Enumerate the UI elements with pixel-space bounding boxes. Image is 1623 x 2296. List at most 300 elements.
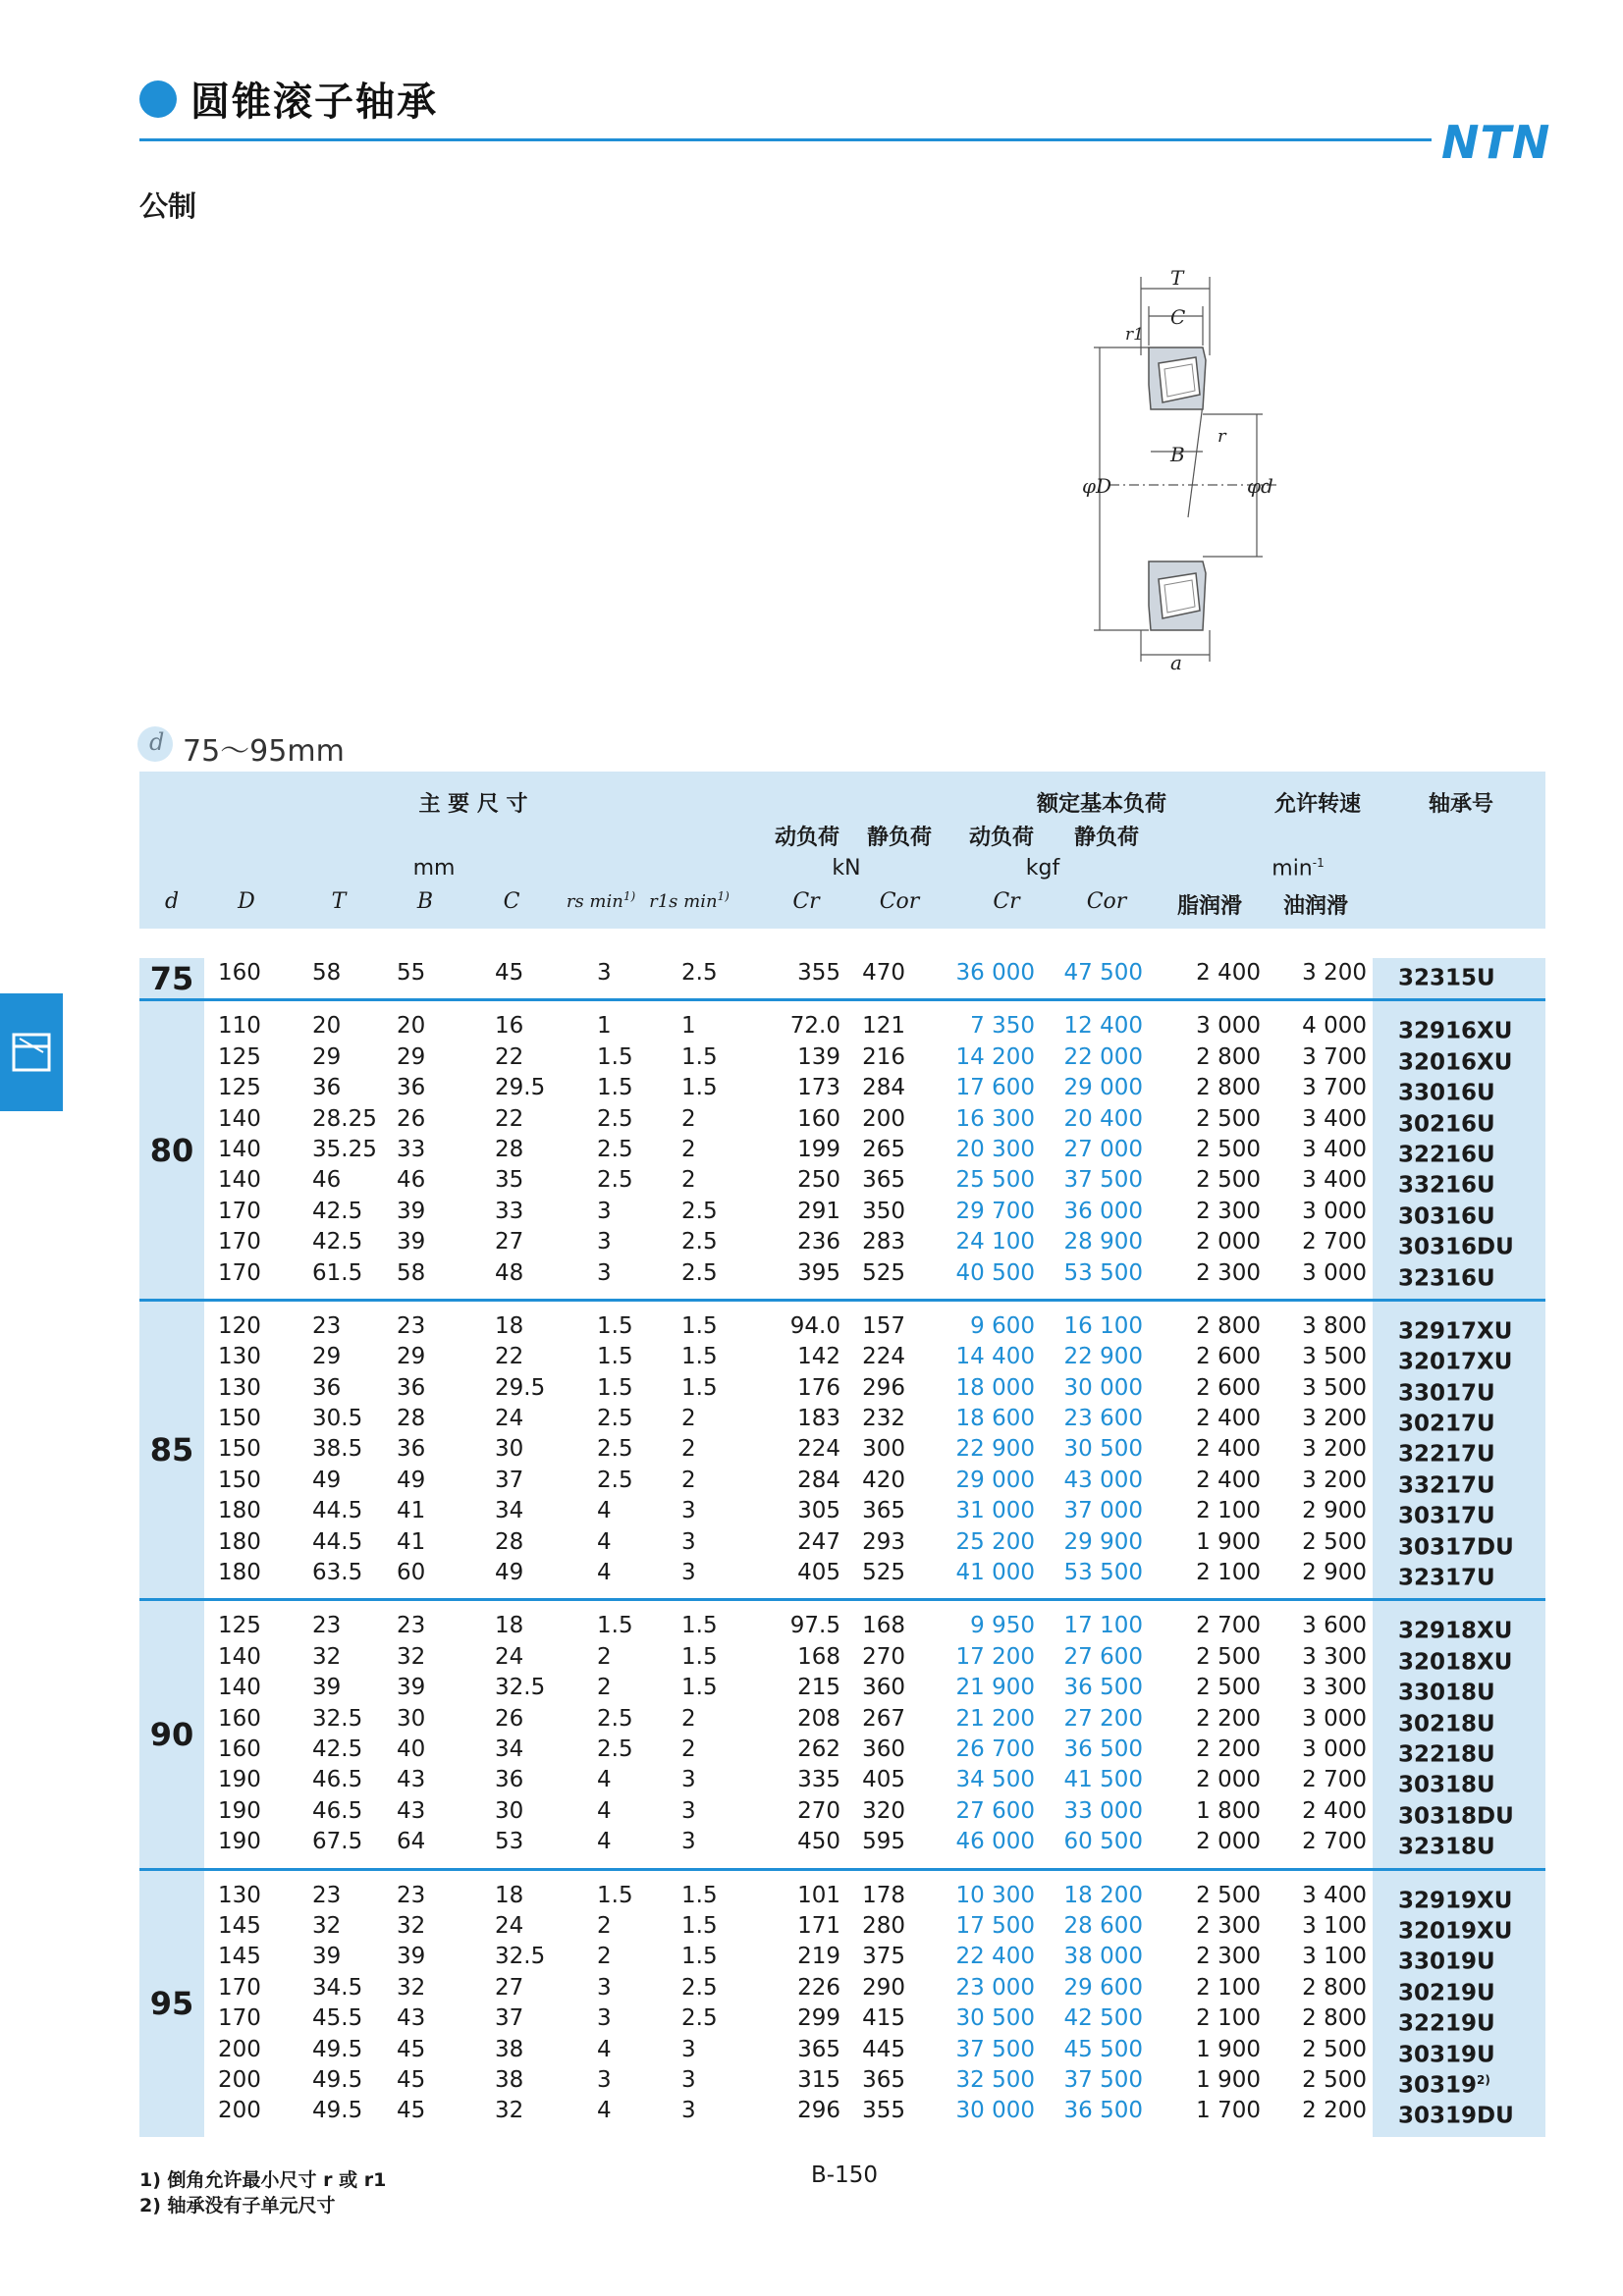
table-cell [1023, 1434, 1143, 1465]
table-cell [1269, 1881, 1367, 1911]
cell-value: 32016XU [1398, 1049, 1513, 1076]
table-cell [837, 1042, 905, 1073]
table-cell [925, 1704, 1035, 1735]
cell-value: 2 [597, 1643, 612, 1670]
cell-value: 420 [862, 1467, 905, 1493]
bore-group-75 [139, 958, 1545, 1001]
cell-value: 1.5 [681, 1312, 718, 1339]
table-cell [1161, 2035, 1261, 2065]
table-cell [754, 1011, 840, 1041]
cell-value: 17 600 [955, 1075, 1035, 1101]
cell-value: 3 [681, 2036, 696, 2062]
table-cell [495, 1258, 554, 1289]
table-cell [1023, 1466, 1143, 1496]
cell-value: 2 [597, 1944, 612, 1970]
table-cell [1161, 1527, 1261, 1558]
table-cell [397, 1165, 456, 1196]
table-cell [397, 2003, 456, 2034]
table-cell [837, 1373, 905, 1404]
diagram-label-outer-d: φD [1082, 474, 1112, 498]
table-cell [597, 1881, 646, 1911]
cell-value: 140 [218, 1643, 261, 1670]
cell-value: 1 900 [1196, 2036, 1261, 2062]
cell-value: 300 [862, 1436, 905, 1463]
header-static-kn: 静负荷 [866, 826, 932, 850]
table-row [139, 1827, 1545, 1860]
cell-value: 27 200 [1063, 1705, 1143, 1732]
table-cell [1269, 1735, 1367, 1765]
cell-value: 33 [397, 1136, 426, 1162]
cell-value: 30 000 [955, 2098, 1035, 2124]
cell-value: 37 500 [1063, 2066, 1143, 2093]
cell-value: 40 500 [955, 1259, 1035, 1286]
table-cell [1269, 958, 1367, 988]
cell-value: 45 [397, 2098, 426, 2124]
table-row [139, 1434, 1545, 1468]
table-row [139, 1704, 1545, 1735]
cell-value: 32317U [1398, 1565, 1495, 1591]
table-cell [681, 1073, 730, 1103]
cell-value: 36 [397, 1436, 426, 1463]
cell-value: 27 000 [1063, 1136, 1143, 1162]
table-cell [312, 1735, 381, 1765]
table-cell [1023, 1011, 1143, 1041]
table-cell [754, 1881, 840, 1911]
cell-value: 40 [397, 1735, 426, 1762]
table-cell [312, 2003, 381, 2034]
cell-value: 49 [397, 1467, 426, 1493]
cell-value: 67.5 [312, 1829, 363, 1855]
table-cell [1161, 1611, 1261, 1641]
header-col-cr: Cr [792, 889, 820, 914]
table-cell [681, 958, 730, 988]
table-cell [837, 1165, 905, 1196]
table-cell [312, 1104, 381, 1135]
cell-value: 170 [218, 1229, 261, 1255]
cell-value: 26 700 [955, 1735, 1035, 1762]
table-cell [1161, 1973, 1261, 2003]
cell-value: 1 700 [1196, 2098, 1261, 2124]
cell-value: 41 [397, 1498, 426, 1524]
cell-value: 32218U [1398, 1741, 1495, 1768]
cell-value: 3 700 [1302, 1075, 1367, 1101]
cell-value: 2 800 [1302, 1974, 1367, 2001]
table-cell [1269, 1558, 1367, 1588]
cell-value: 365 [862, 2066, 905, 2093]
cell-value: 3 [681, 1767, 696, 1793]
cell-value: 33 [495, 1198, 524, 1224]
cell-value: 2.5 [597, 1436, 633, 1463]
cell-value: 22 [495, 1043, 524, 1070]
cell-value: 130 [218, 1344, 261, 1370]
table-cell [597, 1466, 646, 1496]
cell-value: 2 400 [1302, 1797, 1367, 1824]
cell-value: 25 500 [955, 1167, 1035, 1194]
table-cell [397, 1197, 456, 1227]
table-cell [495, 2003, 554, 2034]
table-cell [495, 958, 554, 988]
cell-value: 17 500 [955, 1912, 1035, 1939]
cell-value: 32 [397, 1974, 426, 2001]
table-cell [754, 1165, 840, 1196]
table-cell [218, 1466, 277, 1496]
cell-value: 32 [312, 1643, 342, 1670]
table-cell [397, 1827, 456, 1857]
table-cell [925, 1973, 1035, 2003]
cell-value: 45 500 [1063, 2036, 1143, 2062]
cell-value: 49 [312, 1467, 342, 1493]
cell-value: 296 [797, 2098, 840, 2124]
table-cell [597, 1642, 646, 1673]
cell-value: 24 [495, 1406, 524, 1432]
table-cell [495, 2035, 554, 2065]
bore-group-80 [139, 1001, 1545, 1302]
table-cell [1269, 1434, 1367, 1465]
cell-value: 1.5 [597, 1344, 633, 1370]
table-cell [1023, 1558, 1143, 1588]
table-cell [1269, 1496, 1367, 1526]
cell-value: 525 [862, 1560, 905, 1586]
table-cell [312, 1311, 381, 1342]
cell-value: 101 [797, 1882, 840, 1908]
table-cell [1161, 1042, 1261, 1073]
table-cell [925, 1611, 1035, 1641]
table-cell [925, 1496, 1035, 1526]
table-cell [681, 2096, 730, 2126]
cell-value: 33018U [1398, 1680, 1495, 1706]
cell-value: 22 [495, 1105, 524, 1132]
cell-value: 23 [312, 1613, 342, 1639]
table-cell [925, 1911, 1035, 1942]
range-symbol: d [149, 728, 165, 756]
cell-value: 1.5 [681, 1944, 718, 1970]
table-cell [837, 1673, 905, 1703]
table-cell [495, 1311, 554, 1342]
table-cell [312, 1611, 381, 1641]
cell-value: 30318U [1398, 1773, 1495, 1799]
cell-value: 30319U [1398, 2042, 1495, 2068]
table-cell [312, 1496, 381, 1526]
table-cell [597, 958, 646, 988]
table-cell [495, 1827, 554, 1857]
table-cell [681, 1881, 730, 1911]
cell-value: 3 [681, 2098, 696, 2124]
cell-value: 125 [218, 1043, 261, 1070]
bore-diameter: 90 [139, 1601, 204, 1867]
cell-value: 160 [218, 1735, 261, 1762]
table-cell [597, 1197, 646, 1227]
table-cell [597, 1165, 646, 1196]
cell-value: 32 [397, 1643, 426, 1670]
cell-value: 38 000 [1063, 1944, 1143, 1970]
cell-value: 20 400 [1063, 1105, 1143, 1132]
table-cell [1023, 1373, 1143, 1404]
cell-value: 27 600 [1063, 1643, 1143, 1670]
cell-value: 170 [218, 1198, 261, 1224]
bearing-tab-icon [0, 993, 63, 1111]
table-cell [218, 958, 277, 988]
header-col-outer-d: D [238, 889, 255, 914]
diagram-label-inner-d: φd [1247, 474, 1273, 498]
table-cell [495, 1765, 554, 1795]
cell-value: 22 400 [955, 1944, 1035, 1970]
cell-value: 29.5 [495, 1374, 546, 1401]
table-cell [397, 1258, 456, 1289]
cell-value: 2.5 [597, 1406, 633, 1432]
table-cell [495, 1373, 554, 1404]
table-cell [312, 1911, 381, 1942]
cell-value: 219 [797, 1944, 840, 1970]
cell-value: 3 [681, 1829, 696, 1855]
cell-value: 36 [495, 1767, 524, 1793]
table-cell [681, 1466, 730, 1496]
diagram-label-r1: r1 [1125, 325, 1144, 345]
table-cell [754, 1135, 840, 1165]
cell-value: 157 [862, 1312, 905, 1339]
table-cell [218, 2065, 277, 2096]
table-cell [397, 1311, 456, 1342]
cell-value: 60 [397, 1560, 426, 1586]
cell-value: 215 [797, 1675, 840, 1701]
table-row [139, 1011, 1545, 1045]
table-row [139, 1342, 1545, 1375]
table-cell [837, 1942, 905, 1972]
cell-value: 2 800 [1196, 1075, 1261, 1101]
cell-value: 28.25 [312, 1105, 377, 1132]
table-cell [754, 1735, 840, 1765]
cell-value: 32019XU [1398, 1918, 1513, 1945]
cell-value: 29 000 [955, 1467, 1035, 1493]
cell-value: 200 [218, 2066, 261, 2093]
table-cell [925, 2065, 1035, 2096]
table-row [139, 1258, 1545, 1292]
table-cell [397, 1704, 456, 1735]
cell-value: 1.5 [597, 1882, 633, 1908]
table-cell [1023, 1942, 1143, 1972]
table-cell [1161, 1011, 1261, 1041]
table-cell [218, 1373, 277, 1404]
table-cell [597, 1042, 646, 1073]
cell-value: 178 [862, 1882, 905, 1908]
cell-value: 180 [218, 1528, 261, 1555]
table-cell [218, 1973, 277, 2003]
bearing-number [1398, 1258, 1545, 1295]
table-cell [495, 1011, 554, 1041]
cell-value: 1.5 [597, 1312, 633, 1339]
table-cell [218, 1611, 277, 1641]
cell-value: 30316DU [1398, 1234, 1514, 1260]
table-cell [218, 1796, 277, 1827]
table-cell [597, 1942, 646, 1972]
header-static-kgf: 静负荷 [1073, 826, 1139, 850]
table-cell [218, 1135, 277, 1165]
table-cell [1161, 1796, 1261, 1827]
table-cell [754, 1942, 840, 1972]
cell-value: 2 700 [1196, 1613, 1261, 1639]
cell-value: 30217U [1398, 1411, 1495, 1437]
cell-value: 30 500 [955, 2005, 1035, 2032]
cell-value: 1.5 [681, 1643, 718, 1670]
table-row [139, 2003, 1545, 2037]
cell-value: 32017XU [1398, 1349, 1513, 1375]
cell-value: 2 400 [1196, 1436, 1261, 1463]
table-cell [1023, 1042, 1143, 1073]
cell-value: 365 [862, 1167, 905, 1194]
table-cell [312, 2065, 381, 2096]
cell-value: 49.5 [312, 2066, 363, 2093]
cell-value: 2.5 [681, 2005, 718, 2032]
table-cell [925, 1011, 1035, 1041]
table-cell [925, 1642, 1035, 1673]
table-cell [925, 1404, 1035, 1434]
table-cell [1269, 1258, 1367, 1289]
cell-value: 3 000 [1196, 1013, 1261, 1040]
table-cell [1269, 1342, 1367, 1372]
table-cell [754, 1673, 840, 1703]
cell-value: 2.5 [597, 1467, 633, 1493]
cell-value: 42.5 [312, 1735, 363, 1762]
cell-value: 1.5 [681, 1613, 718, 1639]
cell-value: 350 [862, 1198, 905, 1224]
table-row [139, 1135, 1545, 1168]
cell-value: 2 [681, 1705, 696, 1732]
table-cell [1161, 1558, 1261, 1588]
table-cell [495, 1227, 554, 1257]
cell-value: 2 600 [1196, 1374, 1261, 1401]
table-cell [1269, 1827, 1367, 1857]
cell-value: 125 [218, 1075, 261, 1101]
cell-value: 29 600 [1063, 1974, 1143, 2001]
table-cell [925, 1796, 1035, 1827]
table-cell [218, 1942, 277, 1972]
table-cell [681, 1404, 730, 1434]
cell-value: 3 [681, 2066, 696, 2093]
cell-value: 30316U [1398, 1203, 1495, 1230]
table-cell [397, 1611, 456, 1641]
table-cell [837, 1881, 905, 1911]
cell-value: 1 900 [1196, 2066, 1261, 2093]
table-cell [218, 2035, 277, 2065]
bearing-number [1398, 2096, 1545, 2132]
table-cell [837, 1496, 905, 1526]
table-cell [1023, 958, 1143, 988]
table-cell [397, 2096, 456, 2126]
table-cell [1269, 1973, 1367, 2003]
table-cell [925, 1258, 1035, 1289]
table-cell [218, 1827, 277, 1857]
cell-value: 395 [797, 1259, 840, 1286]
cell-value: 3 [597, 1974, 612, 2001]
table-cell [397, 958, 456, 988]
table-cell [1023, 1258, 1143, 1289]
table-cell [754, 1827, 840, 1857]
cell-value: 35.25 [312, 1136, 377, 1162]
table-cell [837, 1258, 905, 1289]
cell-value: 32.5 [495, 1944, 546, 1970]
table-cell [1023, 1911, 1143, 1942]
table-cell [681, 1942, 730, 1972]
cell-value: 200 [218, 2098, 261, 2124]
cell-value: 355 [797, 960, 840, 986]
header-col-oil: 油润滑 [1282, 894, 1348, 919]
cell-value: 3 [597, 2005, 612, 2032]
cell-value: 2 800 [1196, 1043, 1261, 1070]
cell-value: 38 [495, 2066, 524, 2093]
cell-value: 26 [397, 1105, 426, 1132]
title-bullet-icon [139, 80, 177, 118]
table-cell [397, 1558, 456, 1588]
cell-value: 9 600 [970, 1312, 1035, 1339]
cell-value: 2.5 [597, 1105, 633, 1132]
cell-value: 24 [495, 1912, 524, 1939]
table-cell [397, 1881, 456, 1911]
table-cell [312, 1942, 381, 1972]
table-cell [681, 1611, 730, 1641]
cell-value: 23 [312, 1882, 342, 1908]
cell-value: 1.5 [681, 1374, 718, 1401]
cell-value: 24 [495, 1643, 524, 1670]
cell-value: 17 100 [1063, 1613, 1143, 1639]
cell-value: 3 200 [1302, 1406, 1367, 1432]
cell-value: 160 [218, 960, 261, 986]
table-cell [495, 1042, 554, 1073]
cell-value: 3 400 [1302, 1167, 1367, 1194]
table-cell [312, 1881, 381, 1911]
table-row [139, 1404, 1545, 1437]
table-cell [218, 1765, 277, 1795]
table-cell [597, 1011, 646, 1041]
table-cell [837, 1911, 905, 1942]
header-col-grease: 脂润滑 [1176, 894, 1242, 919]
cell-value: 3 700 [1302, 1043, 1367, 1070]
diagram-label-c: C [1170, 305, 1186, 329]
table-cell [597, 2003, 646, 2034]
table-cell [1023, 2065, 1143, 2096]
table-cell [1269, 1373, 1367, 1404]
cell-value: 14 200 [955, 1043, 1035, 1070]
table-cell [1161, 958, 1261, 988]
table-cell [1023, 1311, 1143, 1342]
table-cell [837, 2035, 905, 2065]
cell-value: 16 100 [1063, 1312, 1143, 1339]
table-cell [1161, 1342, 1261, 1372]
cell-value: 38 [495, 2036, 524, 2062]
header-unit-kn: kN [832, 856, 861, 881]
cell-value: 139 [797, 1043, 840, 1070]
table-cell [837, 1011, 905, 1041]
table-cell [495, 1735, 554, 1765]
cell-value: 183 [797, 1406, 840, 1432]
table-cell [1161, 1765, 1261, 1795]
table-cell [597, 1135, 646, 1165]
table-cell [597, 1342, 646, 1372]
table-cell [495, 1165, 554, 1196]
cell-value: 36 [312, 1374, 342, 1401]
table-cell [495, 1466, 554, 1496]
table-row [139, 1042, 1545, 1076]
table-cell [312, 1373, 381, 1404]
cell-value: 49 [495, 1560, 524, 1586]
table-cell [754, 1311, 840, 1342]
table-cell [597, 1373, 646, 1404]
table-cell [312, 1135, 381, 1165]
header-unit-kgf: kgf [1025, 856, 1060, 881]
cell-value: 37 500 [1063, 1167, 1143, 1194]
cell-value: 29.5 [495, 1075, 546, 1101]
table-cell [681, 1642, 730, 1673]
cell-value: 30319 [1398, 2072, 1478, 2099]
header-col-d: d [164, 889, 180, 914]
